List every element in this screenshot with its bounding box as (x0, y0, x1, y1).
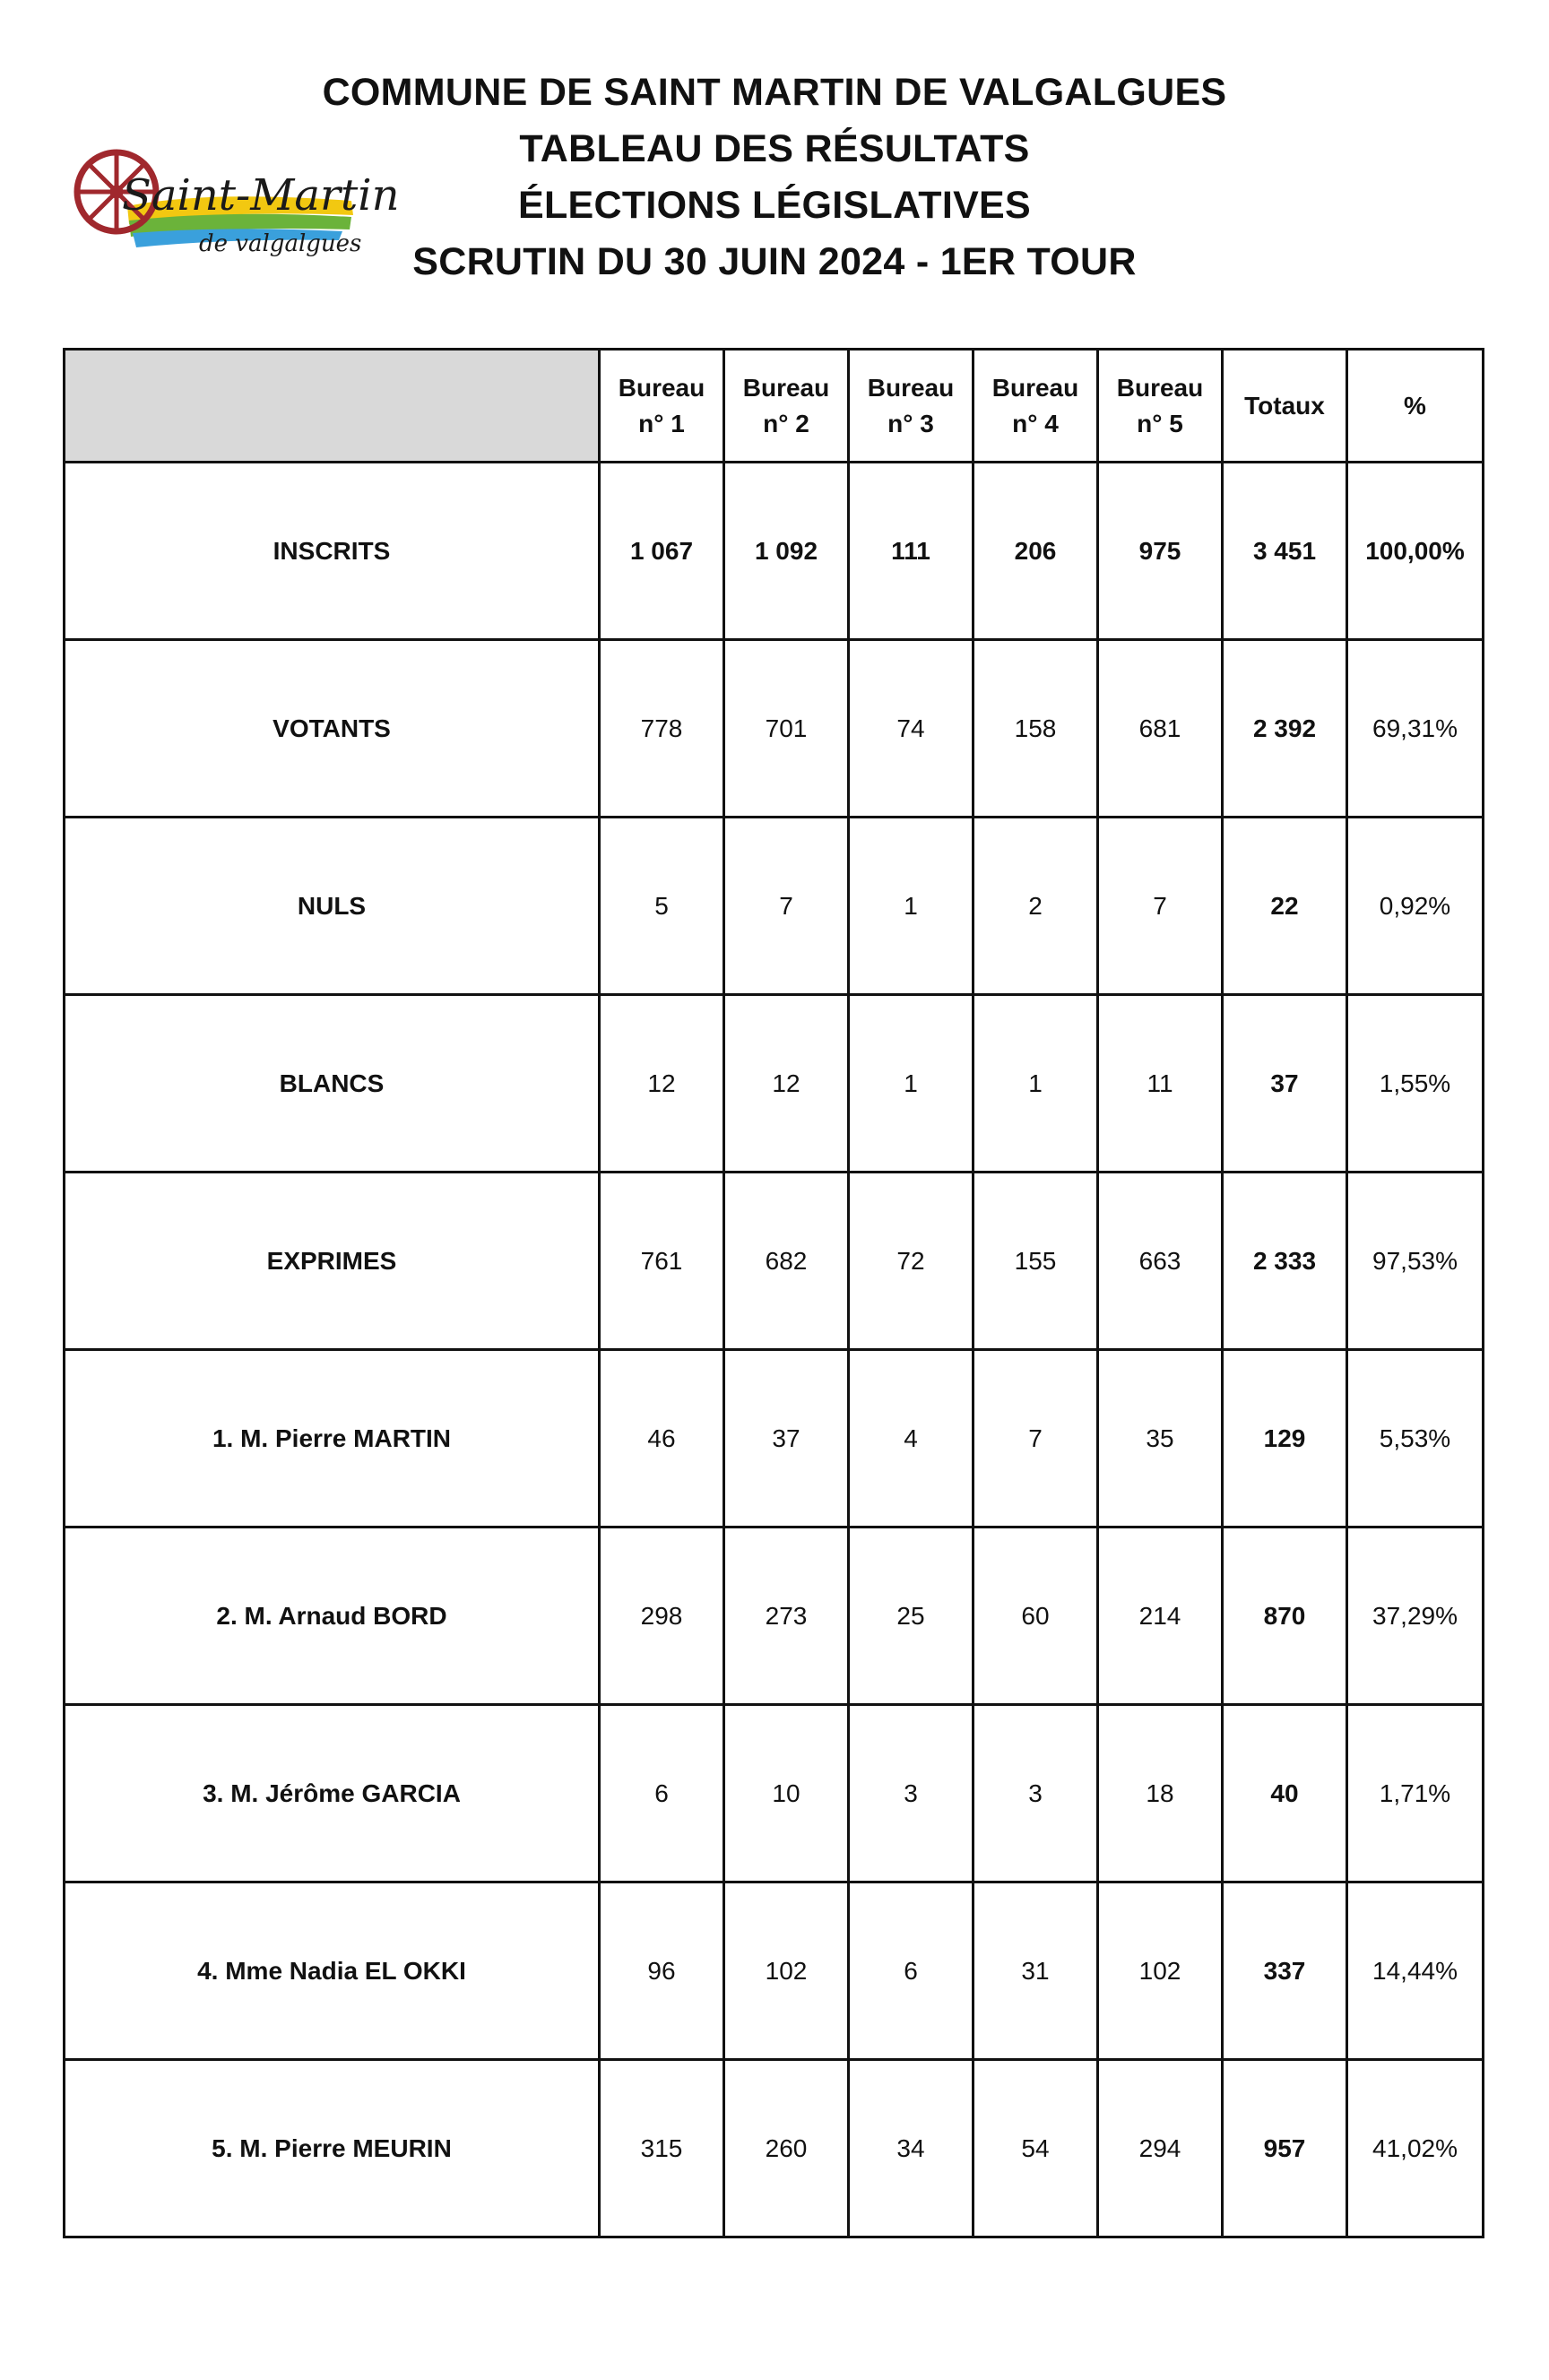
table-cell: 7 (724, 818, 849, 995)
table-cell-percent: 5,53% (1347, 1350, 1484, 1528)
column-header-bureau-1: Bureau n° 1 (600, 350, 724, 463)
table-row-candidate-1 (65, 1350, 1484, 1528)
column-header-bureau-2: Bureau n° 2 (724, 350, 849, 463)
row-label: 3. M. Jérôme GARCIA (65, 1705, 600, 1882)
table-cell: 6 (849, 1882, 974, 2060)
table-cell: 315 (600, 2060, 724, 2237)
title-tableau: TABLEAU DES RÉSULTATS (519, 127, 1030, 170)
table-cell: 5 (600, 818, 724, 995)
table-cell-total: 37 (1223, 995, 1347, 1173)
table-cell: 11 (1098, 995, 1223, 1173)
table-row-inscrits (65, 463, 1484, 640)
table-cell: 34 (849, 2060, 974, 2237)
table-cell-percent: 41,02% (1347, 2060, 1484, 2237)
table-cell: 7 (974, 1350, 1098, 1528)
table-cell: 206 (974, 463, 1098, 640)
column-header-bureau-3: Bureau n° 3 (849, 350, 974, 463)
table-cell: 12 (600, 995, 724, 1173)
column-header-bureau-4: Bureau n° 4 (974, 350, 1098, 463)
row-label: 5. M. Pierre MEURIN (65, 2060, 600, 2237)
table-cell: 31 (974, 1882, 1098, 2060)
table-cell: 778 (600, 640, 724, 818)
row-label: 2. M. Arnaud BORD (65, 1528, 600, 1705)
table-cell: 102 (724, 1882, 849, 2060)
table-cell-percent: 100,00% (1347, 463, 1484, 640)
table-row-nuls (65, 818, 1484, 995)
table-cell: 1 092 (724, 463, 849, 640)
column-header-bureau-5: Bureau n° 5 (1098, 350, 1223, 463)
logo-text-main: Saint-Martin (122, 170, 400, 221)
table-cell: 1 (849, 818, 974, 995)
table-cell-total: 337 (1223, 1882, 1347, 2060)
table-cell: 7 (1098, 818, 1223, 995)
table-cell: 18 (1098, 1705, 1223, 1882)
table-cell: 35 (1098, 1350, 1223, 1528)
table-cell: 158 (974, 640, 1098, 818)
table-row-candidate-3 (65, 1705, 1484, 1882)
header-corner-cell (65, 350, 600, 463)
row-label: NULS (65, 818, 600, 995)
table-cell: 155 (974, 1173, 1098, 1350)
column-header-totaux: Totaux (1223, 350, 1347, 463)
table-cell: 214 (1098, 1528, 1223, 1705)
table-cell: 298 (600, 1528, 724, 1705)
table-cell: 54 (974, 2060, 1098, 2237)
table-cell: 663 (1098, 1173, 1223, 1350)
table-row-candidate-4 (65, 1882, 1484, 2060)
table-cell-percent: 1,71% (1347, 1705, 1484, 1882)
column-header-percent: % (1347, 350, 1484, 463)
table-cell: 96 (600, 1882, 724, 2060)
table-cell-total: 2 392 (1223, 640, 1347, 818)
table-cell-total: 40 (1223, 1705, 1347, 1882)
table-cell: 701 (724, 640, 849, 818)
row-label: VOTANTS (65, 640, 600, 818)
row-label: INSCRITS (65, 463, 600, 640)
table-row-votants (65, 640, 1484, 818)
table-cell-total: 2 333 (1223, 1173, 1347, 1350)
table-cell: 72 (849, 1173, 974, 1350)
table-cell: 25 (849, 1528, 974, 1705)
table-cell-total: 22 (1223, 818, 1347, 995)
table-cell: 3 (974, 1705, 1098, 1882)
row-label: BLANCS (65, 995, 600, 1173)
table-cell: 975 (1098, 463, 1223, 640)
table-cell-percent: 14,44% (1347, 1882, 1484, 2060)
row-label: 4. Mme Nadia EL OKKI (65, 1882, 600, 2060)
table-cell: 2 (974, 818, 1098, 995)
row-label: 1. M. Pierre MARTIN (65, 1350, 600, 1528)
saint-martin-logo (74, 127, 400, 271)
table-cell-total: 129 (1223, 1350, 1347, 1528)
table-cell-percent: 97,53% (1347, 1173, 1484, 1350)
table-cell: 273 (724, 1528, 849, 1705)
title-commune: COMMUNE DE SAINT MARTIN DE VALGALGUES (322, 71, 1227, 114)
table-cell: 3 (849, 1705, 974, 1882)
table-cell-total: 957 (1223, 2060, 1347, 2237)
table-cell: 1 067 (600, 463, 724, 640)
table-cell: 1 (974, 995, 1098, 1173)
table-cell: 12 (724, 995, 849, 1173)
table-row-candidate-5 (65, 2060, 1484, 2237)
table-cell: 111 (849, 463, 974, 640)
table-cell: 46 (600, 1350, 724, 1528)
logo-text-sub: de valgalgues (199, 230, 362, 257)
table-row-blancs (65, 995, 1484, 1173)
table-cell: 6 (600, 1705, 724, 1882)
table-cell: 294 (1098, 2060, 1223, 2237)
table-cell: 761 (600, 1173, 724, 1350)
table-cell-total: 3 451 (1223, 463, 1347, 640)
table-cell: 682 (724, 1173, 849, 1350)
table-cell-percent: 1,55% (1347, 995, 1484, 1173)
table-cell: 37 (724, 1350, 849, 1528)
table-row-candidate-2 (65, 1528, 1484, 1705)
table-cell: 10 (724, 1705, 849, 1882)
title-scrutin: SCRUTIN DU 30 JUIN 2024 - 1ER TOUR (412, 240, 1137, 283)
table-cell: 60 (974, 1528, 1098, 1705)
row-label: EXPRIMES (65, 1173, 600, 1350)
table-header-row (65, 350, 1484, 463)
table-cell-percent: 0,92% (1347, 818, 1484, 995)
results-table (63, 348, 1484, 2238)
table-cell-percent: 69,31% (1347, 640, 1484, 818)
table-cell: 681 (1098, 640, 1223, 818)
table-cell: 102 (1098, 1882, 1223, 2060)
table-cell: 74 (849, 640, 974, 818)
table-cell: 1 (849, 995, 974, 1173)
table-cell: 260 (724, 2060, 849, 2237)
table-cell: 4 (849, 1350, 974, 1528)
table-cell-percent: 37,29% (1347, 1528, 1484, 1705)
table-row-exprimes (65, 1173, 1484, 1350)
title-elections: ÉLECTIONS LÉGISLATIVES (517, 184, 1032, 227)
table-cell-total: 870 (1223, 1528, 1347, 1705)
